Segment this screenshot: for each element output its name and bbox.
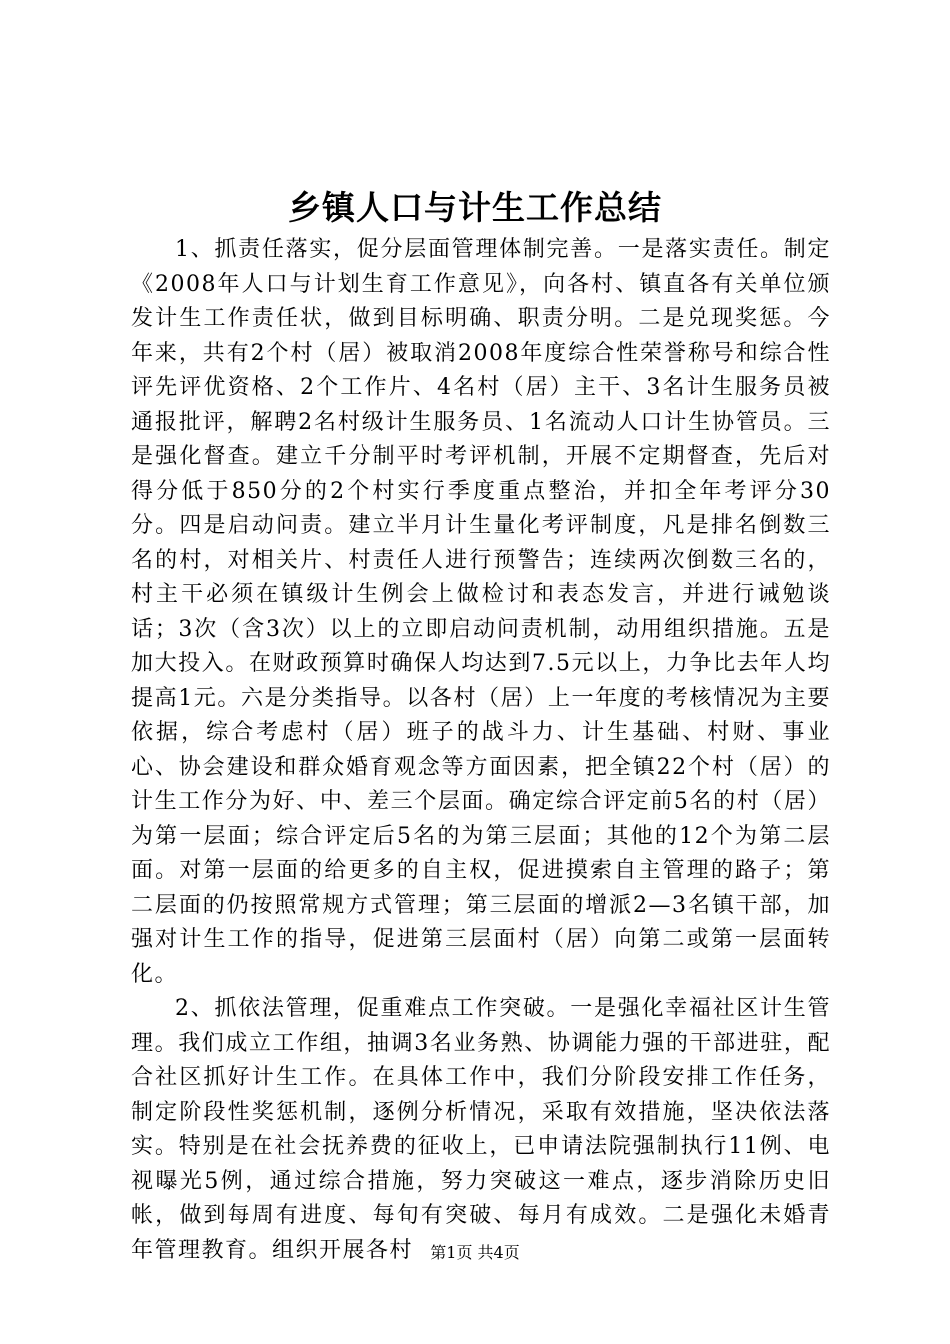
paragraph-1: 1、抓责任落实，促分层面管理体制完善。一是落实责任。制定《2008年人口与计划生育工作意见》，向各村、镇直各有关单位颁发计生工作责任状，做到目标明确、职责分明。二是兑现奖惩。今年来，共有2个村（居）被取消2008年度综合性荣誉称号和综合性评先评优资格、2个工作片、4名村（居）主干、3名计生服务员被通报批评，解聘2名村级计生服务员、1名流动人口计生协管员。三是强化督查。建立千分制平时考评机制，开展不定期督查，先后对得分低于850分的2个村实行季度重点整治，并扣全年考评分30分。四是启动问责。建立半月计生量化考评制度，凡是排名倒数三名的村，对相关片、村责任人进行预警告；连续两次倒数三名的，村主干必须在镇级计生例会上做检讨和表态发言，并进行诫勉谈话；3次（含3次）以上的立即启动问责机制，动用组织措施。五是加大投入。在财政预算时确保人均达到7.5元以上，力争比去年人均提高1元。六是分类指导。以各村（居）上一年度的考核情况为主要依据，综合考虑村（居）班子的战斗力、计生基础、村财、事业心、协会建设和群众婚育观念等方面因素，把全镇22个村（居）的计生工作分为好、中、差三个层面。确定综合评定前5名的村（居）为第一层面；综合评定后5名的为第三层面；其他的12个为第二层面。对第一层面的给更多的自主权，促进摸索自主管理的路子；第二层面的仍按照常规方式管理；第三层面的增派2—3名镇干部，加强对计生工作的指导，促进第三层面村（居）向第二或第一层面转化。	[131, 237, 831, 987]
document-title: 乡镇人口与计生工作总结	[288, 188, 662, 227]
paragraph-2: 2、抓依法管理，促重难点工作突破。一是强化幸福社区计生管理。我们成立工作组，抽调3名业务熟、协调能力强的干部进驻，配合社区抓好计生工作。在具体工作中，我们分阶段安排工作任务，制定阶段性奖惩机制，逐例分析情况，采取有效措施，坚决依法落实。特别是在社会抚养费的征收上，已申请法院强制执行11例、电视曝光5例，通过综合措施，努力突破这一难点，逐步消除历史旧帐，做到每周有进度、每旬有突破、每月有成效。二是强化未婚青年管理教育。组织开展各村	[131, 996, 831, 1263]
page-number-footer: 第1页 共4页	[430, 1243, 520, 1262]
document-body	[131, 233, 831, 1268]
